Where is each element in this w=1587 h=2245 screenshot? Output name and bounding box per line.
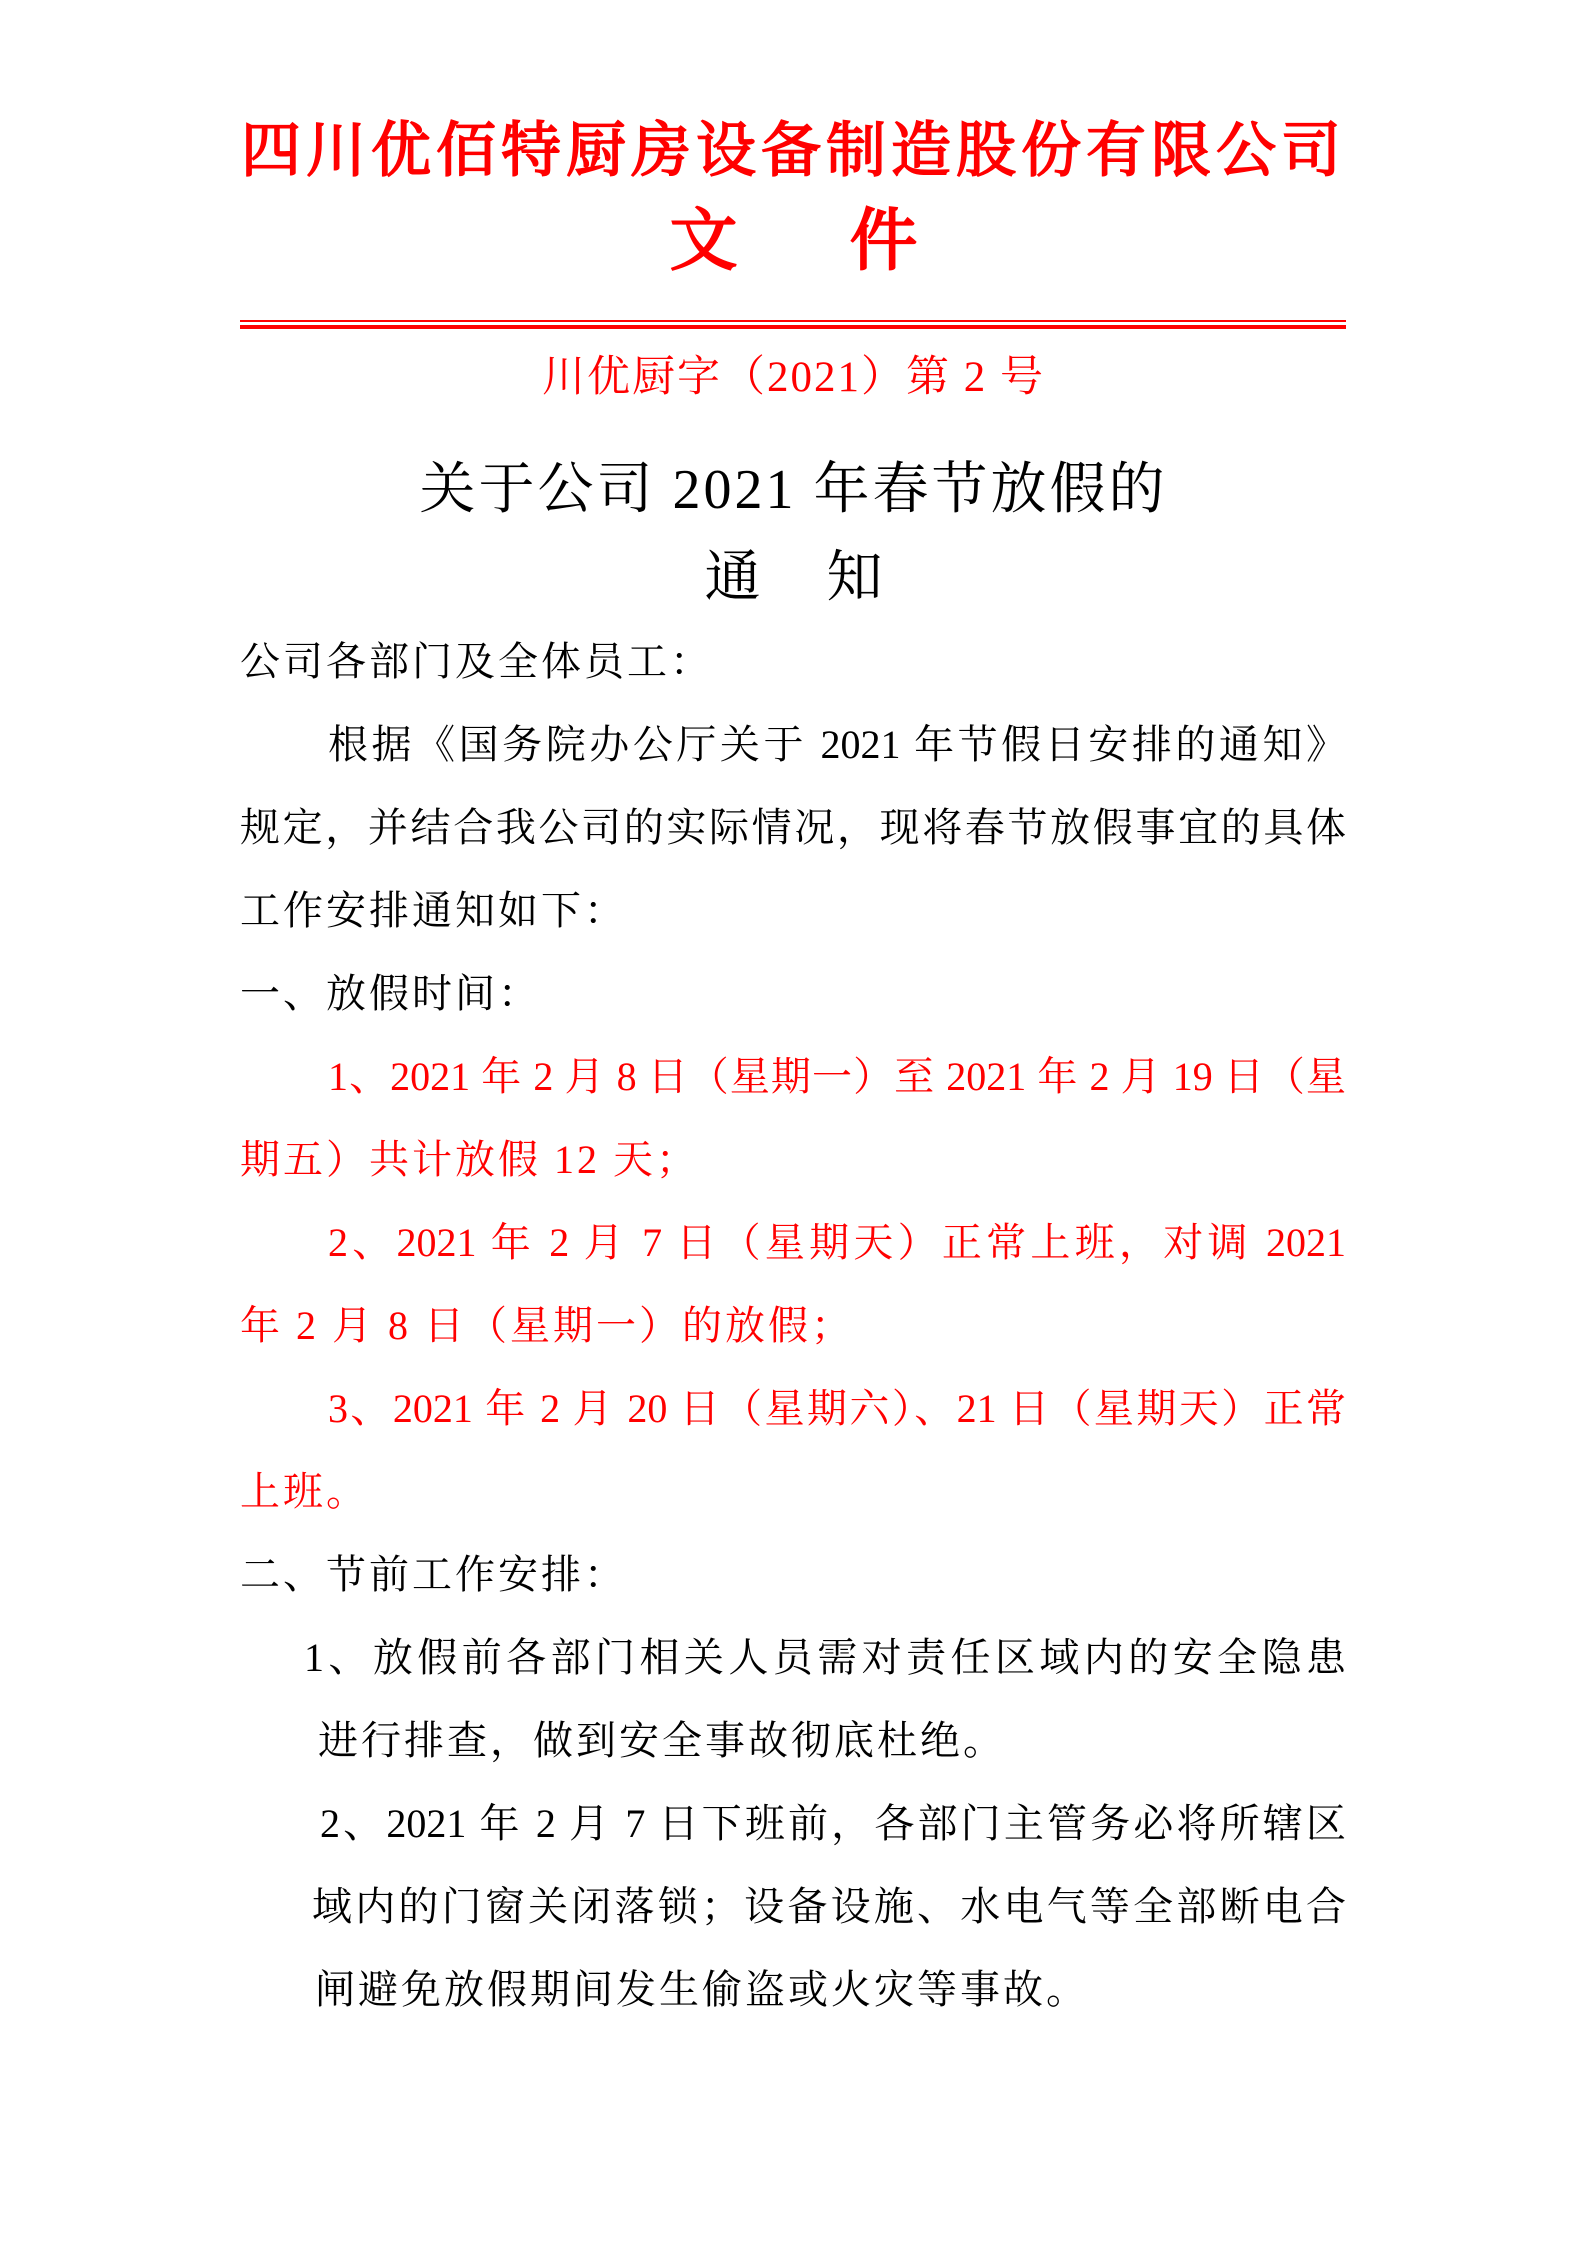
body-line-item-2-2b: 域内的门窗关闭落锁；设备设施、水电气等全部断电合 [312,1884,1346,1929]
body-line-intro-3: 工作安排通知如下： [240,888,627,933]
company-name-heading: 四川优佰特厨房设备制造股份有限公司 [241,118,1346,184]
notice-body [240,620,1346,2031]
doc-type-char-wen: 文 [669,203,738,279]
body-line-item-2-2c: 闸避免放假期间发生偷盗或火灾等事故。 [315,1967,1089,2012]
body-line-salutation: 公司各部门及全体员工： [240,639,713,684]
red-divider-line [240,320,1346,329]
body-line-section-1-head: 一、放假时间： [240,971,541,1016]
doc-type-char-jian: 件 [849,203,918,279]
body-line-item-2-1a: 1、放假前各部门相关人员需对责任区域内的安全隐患 [304,1635,1346,1680]
body-line-section-2-head: 二、节前工作安排： [240,1552,627,1597]
notice-title-line1: 关于公司 2021 年春节放假的 [419,459,1168,521]
notice-title-line2 [0,543,1587,613]
body-line-item-1-2b: 年 2 月 8 日（星期一）的放假； [240,1303,854,1348]
body-line-item-2-2a: 2、2021 年 2 月 7 日下班前，各部门主管务必将所辖区 [320,1801,1346,1846]
body-line-item-1-1b: 期五）共计放假 12 天； [240,1137,699,1182]
doc-type-heading [0,203,1587,279]
document-number: 川优厨字（2021）第 2 号 [542,354,1045,401]
body-line-item-1-1a: 1、2021 年 2 月 8 日（星期一）至 2021 年 2 月 19 日（星 [328,1054,1346,1099]
body-line-item-1-3a: 3、2021 年 2 月 20 日（星期六）、21 日（星期天）正常 [328,1386,1346,1431]
notice-title-char-tong: 通 [704,547,761,609]
body-line-item-2-1b: 进行排查，做到安全事故彻底杜绝。 [318,1718,1006,1763]
body-line-item-1-2a: 2、2021 年 2 月 7 日（星期天）正常上班，对调 2021 [328,1220,1346,1265]
notice-title-char-zhi: 知 [826,547,883,609]
body-line-intro-1: 根据《国务院办公厅关于 2021 年节假日安排的通知》 [328,722,1346,767]
body-line-item-1-3b: 上班。 [240,1469,369,1514]
body-line-intro-2: 规定，并结合我公司的实际情况，现将春节放假事宜的具体 [240,805,1346,850]
